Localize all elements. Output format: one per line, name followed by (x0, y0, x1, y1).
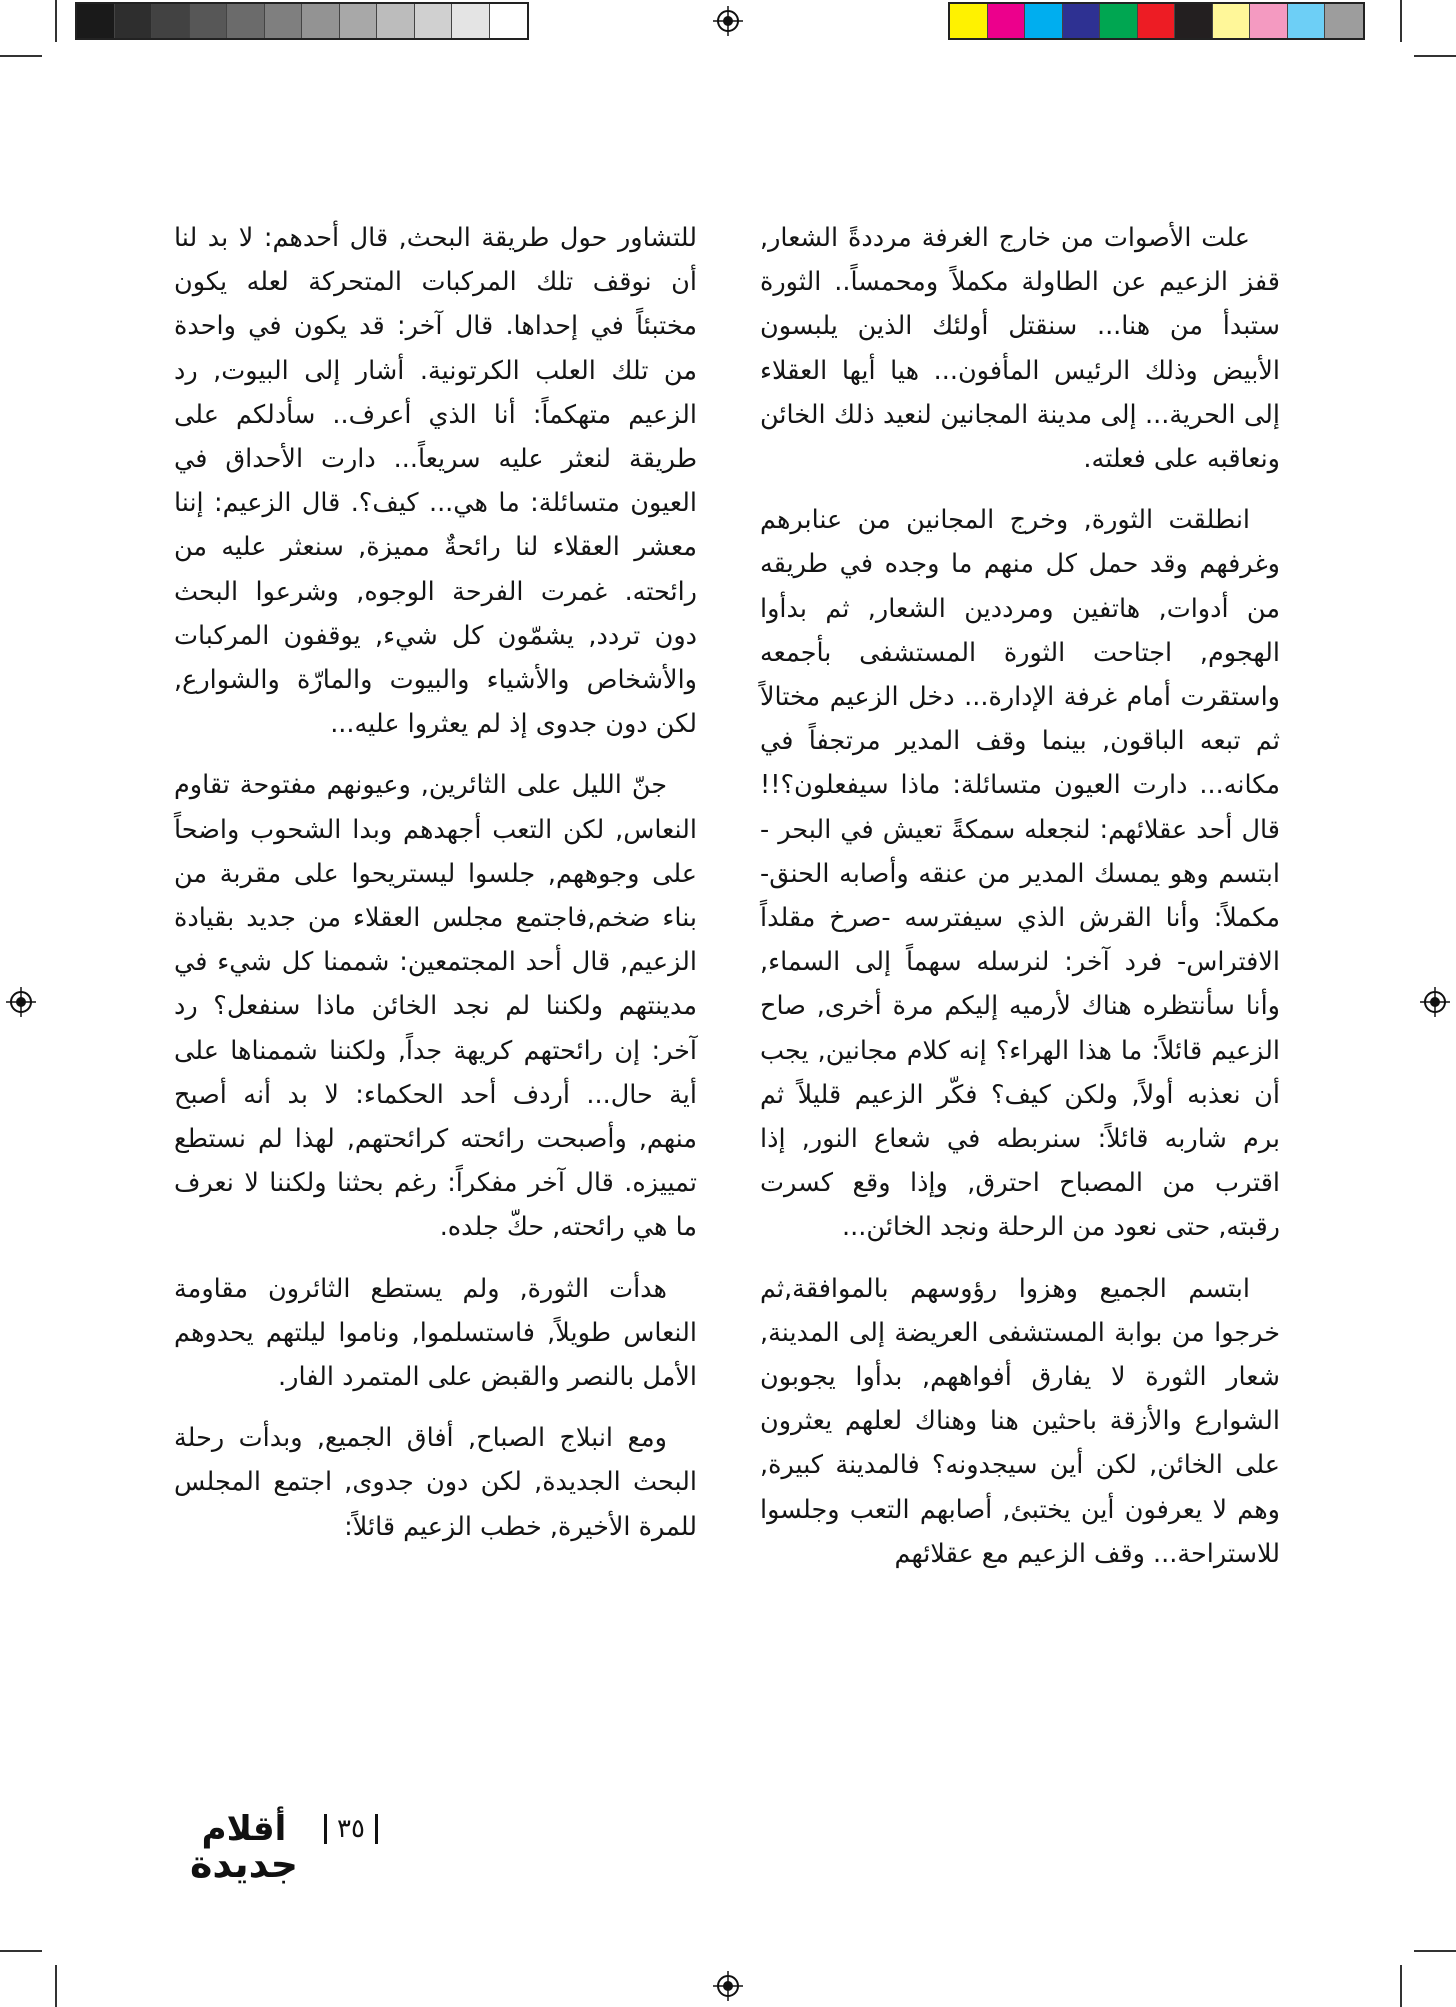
registration-mark-top-icon (713, 6, 743, 36)
magazine-logo (174, 1810, 314, 1890)
paragraph: ومع انبلاج الصباح, أفاق الجميع, وبدأت رحلة البحث الجديدة, لكن دون جدوى, اجتمع المجلس للمرة الأخيرة, خطب الزعيم قائلاً: (174, 1423, 697, 1542)
process-color-swatch (1325, 4, 1363, 38)
process-color-swatch (1288, 4, 1326, 38)
process-color-swatch (1213, 4, 1251, 38)
page-number-block (324, 1814, 378, 1844)
process-color-swatch (988, 4, 1026, 38)
separator-bar (324, 1814, 327, 1844)
paragraph: للتشاور حول طريقة البحث, قال أحدهم: لا بد لنا أن نوقف تلك المركبات المتحركة لعله يكون مختبئاً في إحداها. قال آخر: قد يكون في واحدة من تلك العلب الكرتونية. أشار إلى البيوت, رد الزعيم متهكماً: أنا الذي أعرف.. سأدلكم على طريقة لنعثر عليه سريعاً... دارت الأحداق في العيون متسائلة: ما هي... كيف؟. قال الزعيم: إننا معشر العقلاء لنا رائحةٌ مميزة, سنعثر عليه من رائحته. غمرت الفرحة الوجوه, وشرعوا البحث دون تردد, يشمّون كل شيء, يوقفون المركبات والأشخاص والأشياء والبيوت والمارّة والشوارع, لكن دون جدوى إذ لم يعثروا عليه... (174, 223, 697, 740)
grayscale-swatch (415, 4, 453, 38)
process-color-swatch (1100, 4, 1138, 38)
paragraph: انطلقت الثورة, وخرج المجانين من عنابرهم وغرفهم وقد حمل كل منهم ما وجده في طريقه من أدوات, هاتفين ومرددين الشعار, ثم بدأوا الهجوم, اجتاحت الثورة المستشفى بأجمعه واستقرت أمام غرفة الإدارة... دخل الزعيم مختالاً ثم تبعه الباقون, بينما وقف المدير مرتجفاً في مكانه... دارت العيون متسائلة: ماذا سيفعلون؟!! قال أحد عقلائهم: لنجعله سمكةً تعيش في البحر - ابتسم وهو يمسك المدير من عنقه وأصابه الحنق- مكملاً: وأنا القرش الذي سيفترسه -صرخ مقلداً الافتراس- فرد آخر: لنرسله سهماً إلى السماء, وأنا سأنتظره هناك لأرميه إليكم مرة أخرى, صاح الزعيم قائلاً: ما هذا الهراء؟ إنه كلام مجانين, يجب أن نعذبه أولاً, ولكن كيف؟ فكّر الزعيم قليلاً ثم برم شاربه قائلاً: سنربطه في شعاع النور, إذا اقترب من المصباح احترق, وإذا وقع كسرت رقبته, حتى نعود من الرحلة ونجد الخائن... (760, 505, 1280, 1243)
grayscale-swatch (77, 4, 115, 38)
registration-mark-right-icon (1420, 987, 1450, 1017)
paragraph: ابتسم الجميع وهزوا رؤوسهم بالموافقة,ثم خرجوا من بوابة المستشفى العريضة إلى المدينة, شعار الثورة لا يفارق أفواههم, بدأوا يجوبون الشوارع والأزقة باحثين هنا وهناك لعلهم يعثرون على الخائن, لكن أين سيجدونه؟ فالمدينة كبيرة, وهم لا يعرفون أين يختبئ, أصابهم التعب وجلسوا للاستراحة... وقف الزعيم مع عقلائهم (760, 1273, 1280, 1569)
process-color-swatch (950, 4, 988, 38)
grayscale-swatch (377, 4, 415, 38)
process-color-swatch (1175, 4, 1213, 38)
registration-mark-left-icon (6, 987, 36, 1017)
crop-mark (55, 0, 57, 42)
paragraph: علت الأصوات من خارج الغرفة مرددةً الشعار, قفز الزعيم عن الطاولة مكملاً ومحمساً.. الثورة ستبدأ من هنا... سنقتل أولئك الذين يلبسون الأبيض وذلك الرئيس المأفون... هيا أيها العقلاء إلى الحرية... إلى مدينة المجانين لنعيد ذلك الخائن ونعاقبه على فعلته. (760, 223, 1280, 475)
crop-mark (1414, 1950, 1456, 1952)
crop-mark (1400, 1965, 1402, 2007)
right-text-column (760, 216, 1280, 1593)
crop-mark (0, 55, 42, 57)
registration-mark-bottom-icon (713, 1971, 743, 2001)
grayscale-swatch (302, 4, 340, 38)
paragraph: هدأت الثورة, ولم يستطع الثائرون مقاومة النعاس طويلاً, فاستسلموا, وناموا ليلتهم يحدوهم الأمل بالنصر والقبض على المتمرد الفار. (174, 1273, 697, 1393)
grayscale-swatch (115, 4, 153, 38)
separator-bar (375, 1814, 378, 1844)
grayscale-swatch (265, 4, 303, 38)
grayscale-swatch (152, 4, 190, 38)
grayscale-swatch (190, 4, 228, 38)
paragraph: جنّ الليل على الثائرين, وعيونهم مفتوحة تقاوم النعاس, لكن التعب أجهدهم وبدا الشحوب واضحاً على وجوههم, جلسوا ليستريحوا على مقربة من بناء ضخم,فاجتمع مجلس العقلاء من جديد بقيادة الزعيم, قال أحد المجتمعين: شممنا كل شيء في مدينتهم ولكننا لم نجد الخائن ماذا سنفعل؟ رد آخر: إن رائحتهم كريهة جداً, ولكننا شممناها على أية حال... أردف أحد الحكماء: لا بد أنه أصبح منهم, وأصبحت رائحته كرائحتهم, لهذا لم نستطع تمييزه. قال آخر مفكراً: رغم بحثنا ولكننا لا نعرف ما هي رائحته, حكّ جلده. (174, 770, 697, 1243)
grayscale-swatch (452, 4, 490, 38)
process-color-swatch (1138, 4, 1176, 38)
grayscale-swatch (227, 4, 265, 38)
process-color-bar (948, 2, 1365, 40)
grayscale-swatch (340, 4, 378, 38)
process-color-swatch (1063, 4, 1101, 38)
page-footer (174, 1810, 414, 1900)
left-text-column (174, 216, 697, 1566)
crop-mark (0, 1950, 42, 1952)
crop-mark (1414, 55, 1456, 57)
crop-mark (1400, 0, 1402, 42)
page-number: ٣٥ (337, 1814, 365, 1844)
process-color-swatch (1250, 4, 1288, 38)
logo-line-1: أقلام (201, 1809, 287, 1849)
crop-mark (55, 1965, 57, 2007)
grayscale-color-bar (75, 2, 529, 40)
logo-line-2: جديدة (190, 1842, 298, 1886)
grayscale-swatch (490, 4, 528, 38)
process-color-swatch (1025, 4, 1063, 38)
